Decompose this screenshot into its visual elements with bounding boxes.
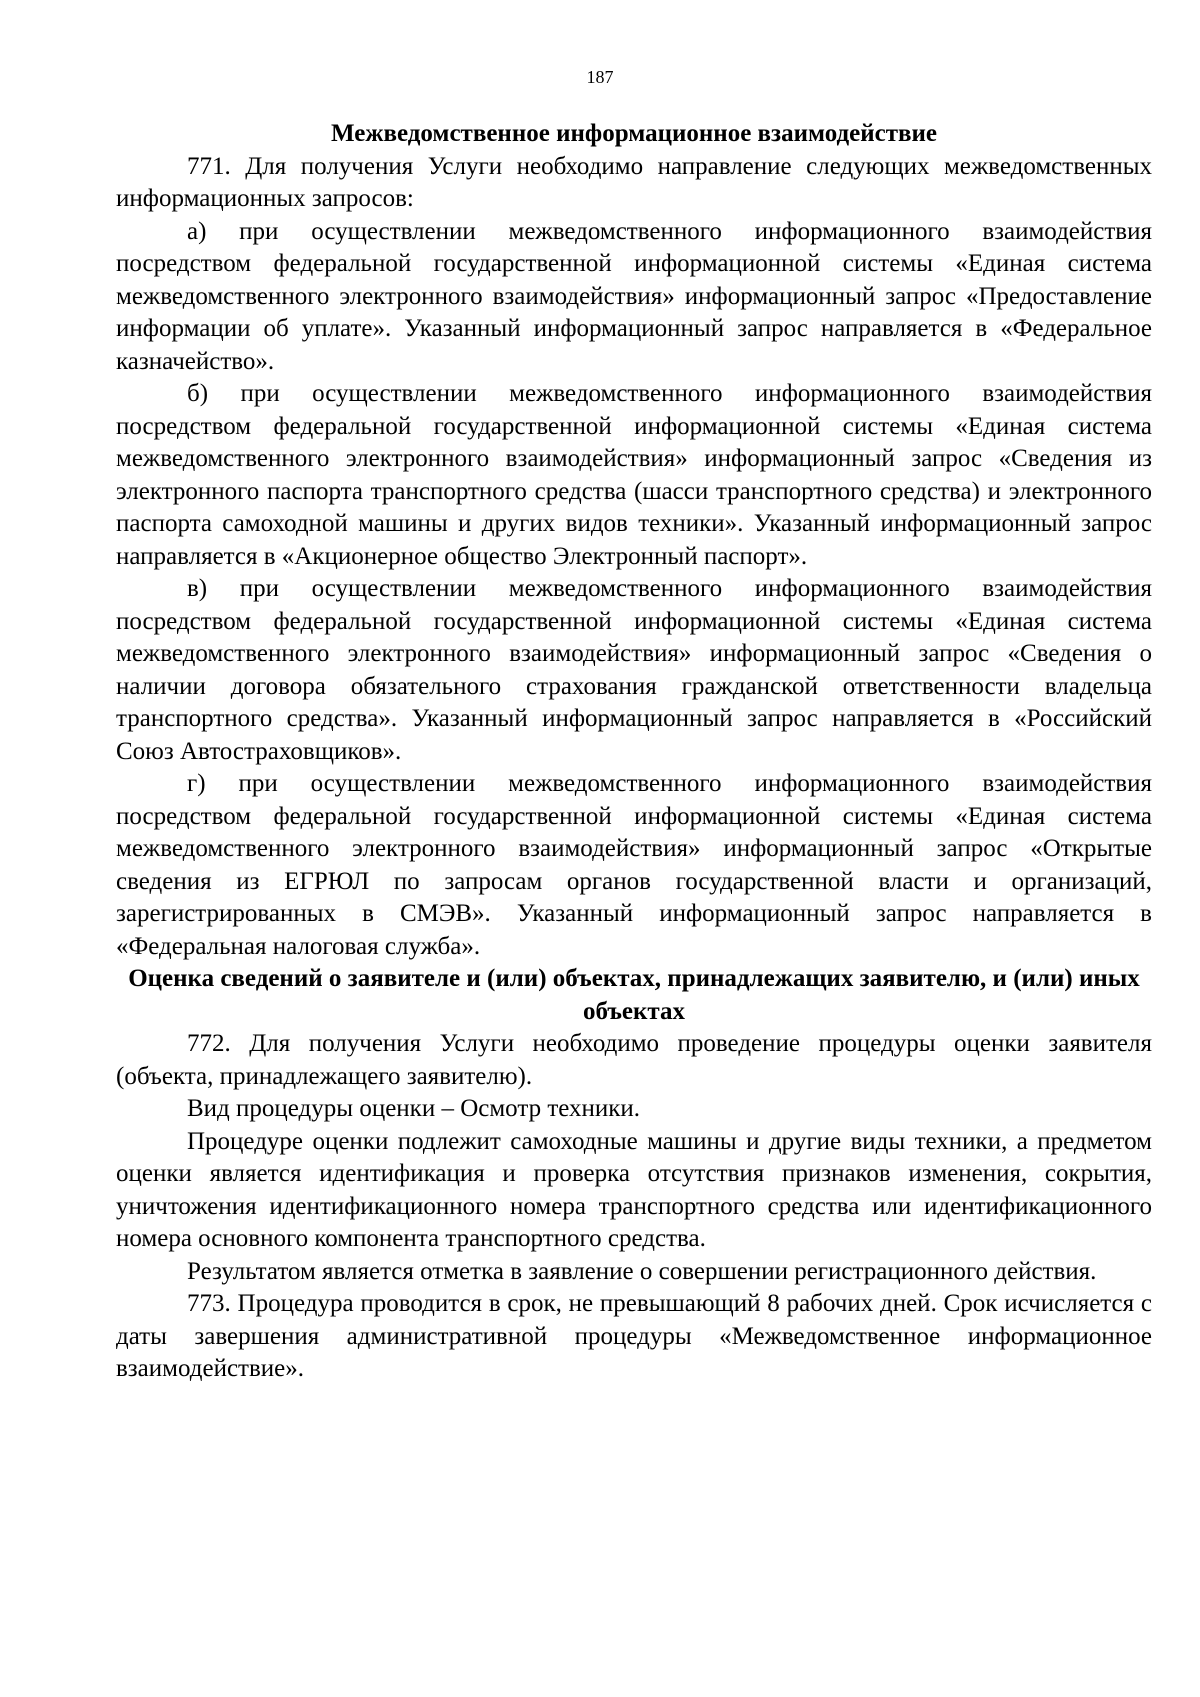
paragraph-assessment-subject: Процедуре оценки подлежит самоходные машины и другие виды техники, а предметом оценки является идентификация и проверка отсутствия признаков изменения, сокрытия, уничтожения идентификационного номера транспортного средства или идентификационного номера основного компонента транспортного средства. [116, 1127, 1152, 1252]
page-content [116, 118, 1152, 1386]
paragraph-771-b: б) при осуществлении межведомственного информационного взаимодействия посредством федеральной государственной информационной системы «Единая система межведомственного электронного взаимодействия» информационный запрос «Сведения из электронного паспорта транспортного средства (шасси транспортного средства) и электронного паспорта самоходной машины и других видов техники». Указанный информационный запрос направляется в «Акционерное общество Электронный паспорт». [116, 380, 1152, 570]
paragraph-assessment-type: Вид процедуры оценки – Осмотр техники. [187, 1095, 641, 1122]
section-heading-interagency: Межведомственное информационное взаимодействие [331, 120, 937, 147]
paragraph-771-g: г) при осуществлении межведомственного информационного взаимодействия посредством федеральной государственной информационной системы «Единая система межведомственного электронного взаимодействия» информационный запрос «Открытые сведения из ЕГРЮЛ по запросам органов государственной власти и организаций, зарегистрированных в СМЭВ». Указанный информационный запрос направляется в «Федеральная налоговая служба». [116, 770, 1152, 960]
paragraph-773: 773. Процедура проводится в срок, не превышающий 8 рабочих дней. Срок исчисляется с даты завершения административной процедуры «Межведомственное информационное взаимодействие». [116, 1290, 1152, 1382]
paragraph-772: 772. Для получения Услуги необходимо проведение процедуры оценки заявителя (объекта, принадлежащего заявителю). [116, 1030, 1152, 1090]
paragraph-assessment-result: Результатом является отметка в заявление о совершении регистрационного действия. [187, 1257, 1097, 1285]
paragraph-771-a: а) при осуществлении межведомственного информационного взаимодействия посредством федеральной государственной информационной системы «Единая система межведомственного электронного взаимодействия» информационный запрос «Предоставление информации об уплате». Указанный информационный запрос направляется в «Федеральное казначейство». [116, 217, 1152, 375]
paragraph-771-v: в) при осуществлении межведомственного информационного взаимодействия посредством федеральной государственной информационной системы «Единая система межведомственного электронного взаимодействия» информационный запрос «Сведения о наличии договора обязательного страхования гражданской ответственности владельца транспортного средства». Указанный информационный запрос направляется в «Российский Союз Автостраховщиков». [116, 575, 1152, 765]
page-number: 187 [586, 67, 614, 87]
paragraph-771: 771. Для получения Услуги необходимо направление следующих межведомственных информационных запросов: [116, 152, 1152, 212]
section-heading-assessment: Оценка сведений о заявителе и (или) объектах, принадлежащих заявителю, и (или) иных объектах [128, 965, 1140, 1025]
